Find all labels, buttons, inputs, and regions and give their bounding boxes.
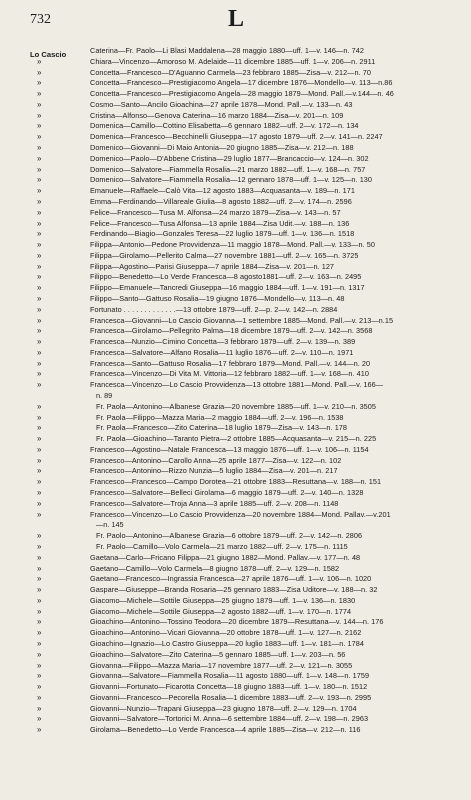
ditto-mark: » — [37, 380, 42, 390]
ditto-mark: » — [37, 606, 42, 616]
entry-row — [30, 714, 460, 725]
entry-text: Domenica—Francesco—Becchinelli Giuseppa—17 agosto 1879—uff. 2—v. 141—n. 2247 — [90, 132, 383, 142]
section-letter: L — [228, 6, 245, 32]
entry-row — [30, 208, 460, 219]
entry-text: Giovanni—Nunzio—Trapani Giuseppa—23 giugno 1878—uff. 2—v. 129—n. 1704 — [90, 703, 357, 713]
entry-row — [30, 531, 460, 542]
entry-row — [30, 574, 460, 585]
ditto-mark: » — [37, 401, 42, 411]
entry-row — [30, 596, 460, 607]
entry-row — [30, 305, 460, 316]
entry-text: Francesco—Vincenzo—Lo Cascio Provvidenza—20 novembre 1884—Mond. Pallav.—v.201 — [90, 509, 391, 519]
entry-row — [30, 704, 460, 715]
entry-text: Ferdinando—Biagio—Gonzales Teresa—22 luglio 1879—uff. 1—v. 136—n. 1518 — [90, 229, 355, 239]
entry-text: Gaspare—Giuseppe—Branda Rosaria—25 gennaro 1883—Zisa Uditore—v. 188—n. 32 — [90, 585, 378, 595]
entry-row — [30, 488, 460, 499]
entry-row — [30, 423, 460, 434]
ditto-mark: » — [37, 261, 42, 271]
entry-text: Fr. Paola—Antonino—Albanese Grazia—20 novembre 1885—uff. 1—v. 210—n. 3505 — [96, 401, 377, 411]
entry-row — [30, 272, 460, 283]
ditto-mark: » — [37, 304, 42, 314]
ditto-mark: » — [37, 628, 42, 638]
ditto-mark: » — [37, 293, 42, 303]
entry-row — [30, 682, 460, 693]
ditto-mark: » — [37, 240, 42, 250]
ditto-mark: » — [37, 671, 42, 681]
entry-text: Cosmo—Santo—Ancilo Gioachina—27 aprile 1878—Mond. Pall.—v. 133—n. 43 — [90, 99, 353, 109]
entry-text: Concetta—Francesco—D'Aguanno Carmela—23 febbraro 1885—Zisa—v. 212—n. 70 — [90, 67, 372, 77]
entry-text: Filippa—Girolamo—Pellerito Calma—27 novembre 1881—uff. 2—v. 165—n. 3725 — [90, 250, 359, 260]
entry-row — [30, 617, 460, 628]
entry-row — [30, 434, 460, 445]
entry-text: Gaetano—Francesco—Ingrassia Francesca—27 aprile 1876—uff. 1—v. 106—n. 1020 — [90, 574, 372, 584]
ditto-mark: » — [37, 347, 42, 357]
ditto-mark: » — [37, 196, 42, 206]
entry-text: Giovanni—Francesco—Pecorella Rosalia—1 dicembre 1883—uff. 2—v. 193—n. 2995 — [90, 692, 372, 702]
entry-continuation: —n. 145 — [96, 520, 124, 530]
entry-text: Francesca—Santo—Gattuso Rosalia—17 febbraro 1879—Mond. Pall.—v. 144—n. 20 — [90, 358, 371, 368]
ditto-mark: » — [37, 477, 42, 487]
entry-text: Francesco—Antonino—Rizzo Nunzia—5 luglio 1884—Zisa—v. 201—n. 217 — [90, 466, 338, 476]
ditto-mark: » — [37, 283, 42, 293]
entry-text: Giovanna—Salvatore—Fiammella Rosalia—11 agosto 1880—uff. 1—v. 148—n. 1759 — [90, 671, 370, 681]
ditto-mark: » — [37, 67, 42, 77]
entry-row — [30, 78, 460, 89]
entry-text: Girolama—Benedetto—Lo Verde Francesca—4 aprile 1885—Zisa—v. 212—n. 116 — [90, 725, 361, 735]
entry-text: Fr. Paolo—Camillo—Volo Carmela—21 marzo 1882—uff. 2—v. 175—n. 1115 — [96, 541, 348, 551]
entry-text: Fr. Paolo—Antonino—Albanese Grazia—6 ottobre 1879—uff. 2—v. 142—n. 2806 — [96, 531, 363, 541]
entry-text: Caterina—Fr. Paolo—Li Blasi Maddalena—28 maggio 1880—uff. 1—v. 146—n. 742 — [90, 46, 364, 55]
entry-text: Francesco—Francesco—Campo Dorotea—21 ottobre 1883—Resuttana—v. 188—n. 151 — [90, 477, 382, 487]
ditto-mark: » — [37, 207, 42, 217]
ditto-mark: » — [37, 186, 42, 196]
ditto-mark: » — [37, 337, 42, 347]
entry-row — [30, 661, 460, 672]
entry-row — [30, 402, 460, 413]
ditto-mark: » — [37, 488, 42, 498]
entry-row — [30, 57, 460, 68]
entry-continuation: n. 89 — [96, 391, 113, 400]
ditto-mark: » — [37, 229, 42, 239]
entry-text: Gioachino—Ignazio—Lo Castro Giuseppa—20 luglio 1883—uff. 1—v. 181—n. 1784 — [90, 638, 364, 648]
entry-row — [30, 154, 460, 165]
entry-row — [30, 251, 460, 262]
page-number: 732 — [30, 12, 51, 27]
ditto-mark: » — [37, 574, 42, 584]
entry-text: Domenico—Salvatore—Fiammella Rosalia—12 gennaro 1878—uff. 1—v. 125—n. 130 — [90, 175, 373, 185]
entry-row — [30, 510, 460, 532]
ditto-mark: » — [37, 552, 42, 562]
ditto-mark: » — [37, 541, 42, 551]
entry-row — [30, 650, 460, 661]
entry-row — [30, 369, 460, 380]
entry-text: Chiara—Vincenzo—Amoroso M. Adelaide—11 dicembre 1885—uff. 1—v. 206—n. 2911 — [90, 56, 376, 66]
entry-text: Giovanni—Salvatore—Tortorici M. Anna—6 settembre 1884—uff. 2—v. 198—n. 2963 — [90, 714, 369, 724]
entry-row — [30, 607, 460, 618]
ditto-mark: » — [37, 175, 42, 185]
entry-text: Cristina—Alfonso—Genova Caterina—16 marzo 1884—Zisa—v. 201—n. 109 — [90, 110, 344, 120]
ditto-mark: » — [37, 218, 42, 228]
ditto-mark: » — [37, 660, 42, 670]
ditto-mark: » — [37, 585, 42, 595]
entry-text: Francesco—Salvatore—Troja Anna—3 aprile 1885—uff. 2—v. 208—n. 1148 — [90, 498, 339, 508]
entry-row — [30, 100, 460, 111]
ditto-mark: » — [37, 434, 42, 444]
entry-row — [30, 585, 460, 596]
entry-text: Francesco—Salvatore—Belleci Girolama—6 maggio 1879—uff. 2—v. 140—n. 1328 — [90, 488, 364, 498]
entry-text: Giacomo—Michele—Sottile Giuseppa—25 giugno 1879—uff. 1—v. 136—n. 1830 — [90, 595, 356, 605]
entry-row — [30, 456, 460, 467]
entry-row — [30, 413, 460, 424]
ditto-mark: » — [37, 595, 42, 605]
ditto-mark: » — [37, 56, 42, 66]
entry-row — [30, 348, 460, 359]
entry-text: Domenico—Salvatore—Fiammella Rosalia—21 marzo 1882—uff. 1—v. 168—n. 757 — [90, 164, 366, 174]
entry-row — [30, 553, 460, 564]
entry-row — [30, 165, 460, 176]
entry-row — [30, 132, 460, 143]
ditto-mark: » — [37, 498, 42, 508]
entry-text: Filippo—Benedetto—Lo Verde Francesca—8 agosto1881—uff. 2—v. 163—n. 2495 — [90, 272, 362, 282]
entry-row — [30, 359, 460, 370]
entry-text: Fr. Paola—Gioachino—Taranto Pietra—2 ottobre 1885—Acquasanta—v. 215—n. 225 — [96, 434, 377, 444]
entry-row — [30, 639, 460, 650]
ditto-mark: » — [37, 132, 42, 142]
ditto-mark: » — [37, 250, 42, 260]
ditto-mark: » — [37, 143, 42, 153]
entry-text: Filippa—Agostino—Parisi Giuseppa—7 aprile 1884—Zisa—v. 201—n. 127 — [90, 261, 335, 271]
entry-row — [30, 693, 460, 704]
ditto-mark: » — [37, 99, 42, 109]
ditto-mark: » — [37, 682, 42, 692]
entry-row — [30, 477, 460, 488]
entry-row — [30, 380, 460, 402]
ditto-mark: » — [37, 466, 42, 476]
ditto-mark: » — [37, 369, 42, 379]
ditto-mark: » — [37, 326, 42, 336]
entry-text: Filippa—Antonio—Pedone Provvidenza—11 maggio 1878—Mond. Pall.—v. 133—n. 50 — [90, 240, 375, 250]
ditto-mark: » — [37, 455, 42, 465]
entry-row — [30, 262, 460, 273]
entry-text: Concetta—Francesco—Prestigiacomo Angela—17 dicembre 1876—Mondello—v. 113—n.86 — [90, 78, 393, 88]
entry-row — [30, 175, 460, 186]
entry-row — [30, 89, 460, 100]
ditto-mark: » — [37, 412, 42, 422]
ditto-mark: » — [37, 692, 42, 702]
entry-row — [30, 499, 460, 510]
entry-text: Filippo—Emanuele—Tancredi Giuseppa—16 maggio 1884—uff. 1—v. 191—n. 1317 — [90, 283, 365, 293]
entry-text: Giovanni—Fortunato—Ficarotta Concetta—18 giugno 1883—uff. 1—v. 180—n. 1512 — [90, 682, 368, 692]
entry-text: Giacomo—Michele—Sottile Giuseppa—2 agosto 1882—uff. 1—v. 170—n. 1774 — [90, 606, 352, 616]
ditto-mark: » — [37, 714, 42, 724]
entry-row — [30, 671, 460, 682]
entry-row — [30, 326, 460, 337]
entry-row — [30, 68, 460, 79]
entry-row — [30, 466, 460, 477]
ditto-mark: » — [37, 531, 42, 541]
entry-text: Francesco—Antonino—Carollo Anna—25 aprile 1877—Zisa—v. 122—n. 102 — [90, 455, 342, 465]
entry-text: Francesca—Salvatore—Alfano Rosalia—11 luglio 1876—uff. 2—v. 110—n. 1971 — [90, 347, 354, 357]
entry-row — [30, 121, 460, 132]
entry-row — [30, 143, 460, 154]
ditto-mark: » — [37, 423, 42, 433]
ditto-mark: » — [37, 563, 42, 573]
entry-text: Emma—Ferdinando—Villareale Giulia—8 agosto 1882—uff. 2—v. 174—n. 2596 — [90, 196, 352, 206]
entry-list — [30, 46, 460, 736]
entry-row — [30, 186, 460, 197]
ditto-mark: » — [37, 315, 42, 325]
ditto-mark: » — [37, 725, 42, 735]
ditto-mark: » — [37, 121, 42, 131]
entry-row — [30, 445, 460, 456]
entry-text: Francesca—Vincenzo—Lo Cascio Provvidenza—13 ottobre 1881—Mond. Pall.—v. 166— — [90, 380, 384, 390]
entry-text: Gioachino—Antonino—Vicari Giovanna—20 ottobre 1878—uff. 1—v. 127—n. 2162 — [90, 628, 362, 638]
entry-text: Giovanna—Filippo—Mazza Maria—17 novembre 1877—uff. 2—v. 121—n. 3055 — [90, 660, 353, 670]
ditto-mark: » — [37, 272, 42, 282]
ditto-mark: » — [37, 110, 42, 120]
entry-row — [30, 46, 460, 57]
entry-text: Felice—Francesco—Tusa Alfonsa—13 aprile 1884—Zisa Udit.—v. 188—n. 136 — [90, 218, 350, 228]
entry-text: Domenico—Paolo—D'Abbene Cristina—29 luglio 1877—Brancaccio—v. 124—n. 302 — [90, 153, 369, 163]
entry-text: Francesco—Agostino—Natale Francesca—13 maggio 1876—uff. 1—v. 106—n. 1154 — [90, 444, 369, 454]
entry-text: Gioachino—Salvatore—Zito Caterina—5 gennaro 1885—uff. 1—v. 203—n. 56 — [90, 649, 346, 659]
ditto-mark: » — [37, 444, 42, 454]
ditto-mark: » — [37, 703, 42, 713]
ditto-mark: » — [37, 617, 42, 627]
ditto-mark: » — [37, 153, 42, 163]
entry-text: Fr. Paola—Filippo—Mazza Maria—2 maggio 1884—uff. 2—v. 196—n. 1538 — [96, 412, 344, 422]
entry-row — [30, 628, 460, 639]
entry-text: Emanuele—Raffaele—Calò Vita—12 agosto 1883—Acquasanta—v. 189—n. 171 — [90, 186, 355, 196]
surname-heading: Lo Cascio — [30, 50, 67, 59]
entry-text: Concetta—Francesco—Prestigiacomo Angela—28 maggio 1879—Mond. Pall.—v.144—n. 46 — [90, 89, 394, 99]
entry-text: Domenica—Camillo—Cottino Elisabetta—6 gennaro 1882—uff. 2—v. 172—n. 134 — [90, 121, 359, 131]
entry-text: Gaetana—Carlo—Fricano Filippa—21 giugno 1882—Mond. Pallav.—v. 177—n. 48 — [90, 552, 361, 562]
entry-row — [30, 337, 460, 348]
entry-text: Felice—Francesco—Tusa M. Alfonsa—24 marzo 1879—Zisa—v. 143—n. 57 — [90, 207, 341, 217]
ditto-mark: » — [37, 89, 42, 99]
entry-row — [30, 283, 460, 294]
entry-text: Filippo—Santo—Gattuso Rosalia—19 giugno 1876—Mondello—v. 113—n. 48 — [90, 293, 345, 303]
entry-row — [30, 111, 460, 122]
ditto-mark: » — [37, 358, 42, 368]
entry-text: Gioachino—Antonino—Tossino Teodora—20 dicembre 1879—Resuttana—v. 144—n. 176 — [90, 617, 384, 627]
entry-row — [30, 564, 460, 575]
entry-row — [30, 197, 460, 208]
entry-text: Francesca—Nunzio—Cimino Concetta—3 febbraro 1879—uff. 2—v. 139—n. 389 — [90, 337, 356, 347]
entry-row — [30, 219, 460, 230]
entry-text: Fortunato . . . . . . . . . . . . .—13 ottobre 1879—uff. 2—p. 2—v. 142—n. 2884 — [90, 304, 338, 314]
ditto-mark: » — [37, 509, 42, 519]
entry-text: Domenico—Giovanni—Di Maio Antonia—20 giugno 1885—Zisa—v. 212—n. 188 — [90, 143, 354, 153]
entry-row — [30, 240, 460, 251]
entry-text: Gaetano—Camillo—Volo Carmela—8 giugno 1878—uff. 2—v. 129—n. 1582 — [90, 563, 340, 573]
ditto-mark: » — [37, 164, 42, 174]
entry-row — [30, 294, 460, 305]
entry-text: Francesca—Vincenzo—Di Vita M. Vittoria—12 febbraro 1882—uff. 1—v. 168—n. 410 — [90, 369, 369, 379]
entry-row — [30, 316, 460, 327]
entry-text: Francesca—Giovanni—Lo Cascio Giovanna—1 settembre 1885—Mond. Pall.—v. 213—n.15 — [90, 315, 394, 325]
ditto-mark: » — [37, 649, 42, 659]
ditto-mark: » — [37, 638, 42, 648]
entry-row — [30, 229, 460, 240]
entry-row — [30, 725, 460, 736]
entry-row — [30, 542, 460, 553]
ditto-mark: » — [37, 78, 42, 88]
entry-text: Fr. Paola—Francesco—Zito Caterina—18 luglio 1879—Zisa—v. 143—n. 178 — [96, 423, 348, 433]
entry-text: Francesca—Girolamo—Pellegrito Palma—18 dicembre 1879—uff. 2—v. 142—n. 3568 — [90, 326, 373, 336]
